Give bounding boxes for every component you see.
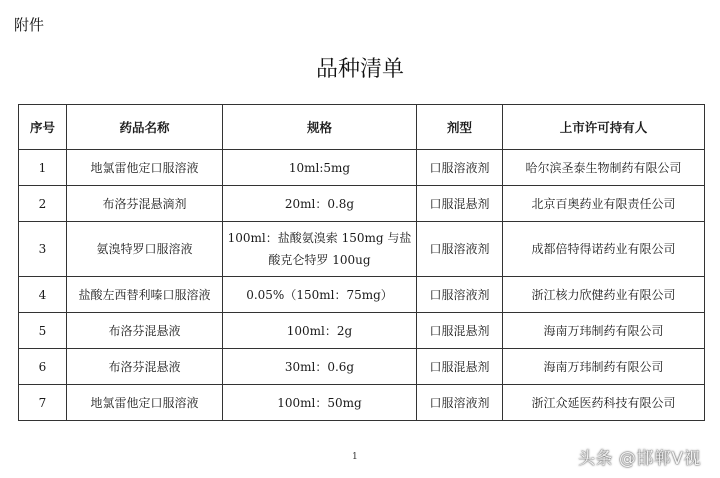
cell-holder: 浙江众延医药科技有限公司 (503, 385, 705, 421)
table-header-row (19, 105, 705, 150)
cell-serial-number: 7 (19, 385, 67, 421)
header-serial-number: 序号 (19, 105, 67, 150)
cell-holder: 海南万玮制药有限公司 (503, 313, 705, 349)
table-row (19, 385, 705, 421)
cell-specification: 30ml：0.6g (223, 349, 417, 385)
cell-holder: 浙江核力欣健药业有限公司 (503, 277, 705, 313)
header-dosage-form: 剂型 (417, 105, 503, 150)
cell-dosage-form: 口服溶液剂 (417, 222, 503, 277)
header-drug-name: 药品名称 (67, 105, 223, 150)
cell-holder: 海南万玮制药有限公司 (503, 349, 705, 385)
table-row (19, 313, 705, 349)
table-row (19, 186, 705, 222)
annex-label: 附件 (14, 16, 45, 34)
table-row (19, 150, 705, 186)
cell-specification (223, 222, 417, 277)
cell-dosage-form: 口服溶液剂 (417, 277, 503, 313)
cell-dosage-form: 口服混悬剂 (417, 313, 503, 349)
cell-dosage-form: 口服溶液剂 (417, 150, 503, 186)
page-number: 1 (352, 452, 358, 462)
cell-drug-name: 地氯雷他定口服溶液 (67, 150, 223, 186)
table-row (19, 277, 705, 313)
cell-specification: 0.05%（150ml：75mg） (223, 277, 417, 313)
cell-drug-name: 布洛芬混悬液 (67, 349, 223, 385)
cell-specification: 100ml：50mg (223, 385, 417, 421)
cell-serial-number: 4 (19, 277, 67, 313)
cell-drug-name: 布洛芬混悬液 (67, 313, 223, 349)
table-row (19, 349, 705, 385)
cell-drug-name: 布洛芬混悬滴剂 (67, 186, 223, 222)
cell-holder: 哈尔滨圣泰生物制药有限公司 (503, 150, 705, 186)
cell-serial-number: 6 (19, 349, 67, 385)
cell-drug-name: 盐酸左西替利嗪口服溶液 (67, 277, 223, 313)
cell-holder: 成都倍特得诺药业有限公司 (503, 222, 705, 277)
cell-holder: 北京百奥药业有限责任公司 (503, 186, 705, 222)
specification-text: 100ml：盐酸氨溴索 150mg 与盐酸克仑特罗 100ug (227, 231, 412, 267)
cell-serial-number: 3 (19, 222, 67, 277)
cell-serial-number: 2 (19, 186, 67, 222)
cell-specification: 100ml：2g (223, 313, 417, 349)
cell-serial-number: 1 (19, 150, 67, 186)
cell-drug-name: 氨溴特罗口服溶液 (67, 222, 223, 277)
cell-drug-name: 地氯雷他定口服溶液 (67, 385, 223, 421)
cell-serial-number: 5 (19, 313, 67, 349)
table-row (19, 222, 705, 277)
cell-dosage-form: 口服溶液剂 (417, 385, 503, 421)
cell-dosage-form: 口服混悬剂 (417, 186, 503, 222)
source-watermark: 头条 @邯郸V视 (578, 449, 702, 469)
cell-specification: 10ml:5mg (223, 150, 417, 186)
header-marketing-authorization-holder: 上市许可持有人 (503, 105, 705, 150)
document-title: 品种清单 (315, 57, 404, 82)
header-specification: 规格 (223, 105, 417, 150)
cell-dosage-form: 口服混悬剂 (417, 349, 503, 385)
cell-specification: 20ml：0.8g (223, 186, 417, 222)
product-list-table (18, 104, 705, 421)
